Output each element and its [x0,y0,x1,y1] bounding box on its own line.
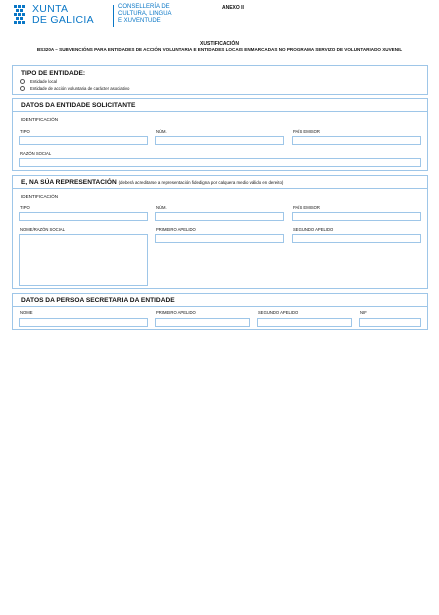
number-label: NÚM. [156,205,167,210]
nif-label: NIF [360,310,367,315]
doc-title: XUSTIFICACIÓN [200,41,239,47]
type-label: TIPO [20,129,30,134]
rep-surname2-field[interactable] [292,234,421,243]
name-label: NOME [20,310,33,315]
secretary-surname2-field[interactable] [257,318,352,327]
secretary-surname1-field[interactable] [155,318,250,327]
country-label: PAÍS EMISOR [293,205,320,210]
radio-entidade-asociativa[interactable] [20,86,25,91]
surname2-label: SEGUNDO APELIDO [293,227,334,232]
secretary-name-field[interactable] [19,318,148,327]
procedure-title: BS320A – SUBVENCIÓNS PARA ENTIDADES DE ACCIÓN VOLUNTARIA E ENTIDADES LOCAIS ENMARCADAS NO PROGRAMA SERVIZO DE VOLUNTARIADO XUVENIL [36,47,403,52]
secretary-section [12,293,428,330]
secretary-title: DATOS DA PERSOA SECRETARIA DA ENTIDADE [21,297,175,304]
section-divider [13,188,427,189]
rep-number-field[interactable] [155,212,284,221]
rep-name-field[interactable] [19,234,148,286]
applicant-number-field[interactable] [155,136,284,145]
applicant-country-field[interactable] [292,136,421,145]
logo-divider [113,5,114,27]
representation-note: (deberá acreditarse a representación fidedigna por calquera medio válido en dereito) [118,180,284,185]
representation-title [21,179,283,186]
department-name: CONSELLERÍA DE CULTURA, LINGUA E XUVENTUDE [118,4,172,24]
entity-type-title: TIPO DE ENTIDADE: [21,70,86,77]
applicant-title: DATOS DA ENTIDADE SOLICITANTE [21,102,136,109]
name-label: NOME/RAZÓN SOCIAL [20,227,65,232]
section-divider [13,306,427,307]
representation-section [12,175,428,289]
applicant-section [12,98,428,171]
rep-country-field[interactable] [292,212,421,221]
surname1-label: PRIMEIRO APELIDO [156,310,196,315]
company-name-field[interactable] [19,158,421,167]
secretary-nif-field[interactable] [359,318,421,327]
radio-entidade-local[interactable] [20,79,25,84]
number-label: NÚM. [156,129,167,134]
company-name-label: RAZÓN SOCIAL [20,151,52,156]
rep-type-field[interactable] [19,212,148,221]
country-label: PAÍS EMISOR [293,129,320,134]
surname2-label: SEGUNDO APELIDO [258,310,299,315]
representation-heading: E, NA SÚA REPRESENTACIÓN [21,179,117,186]
type-label: TIPO [20,205,30,210]
xunta-logo [14,4,174,28]
surname1-label: PRIMEIRO APELIDO [156,227,196,232]
identification-heading: IDENTIFICACIÓN [21,194,59,199]
annex-label: ANEXO II [222,5,244,11]
identification-heading: IDENTIFICACIÓN [21,117,59,122]
brand-name: XUNTA DE GALICIA [32,3,94,26]
section-divider [13,111,427,112]
xunta-logo-icon [14,5,26,27]
rep-surname1-field[interactable] [155,234,284,243]
applicant-type-field[interactable] [19,136,148,145]
option-entidade-local: Entidade local [30,79,57,84]
entity-type-section [12,65,428,95]
option-entidade-asociativa: Entidade de acción voluntaria de carácter asociativo [30,86,130,91]
